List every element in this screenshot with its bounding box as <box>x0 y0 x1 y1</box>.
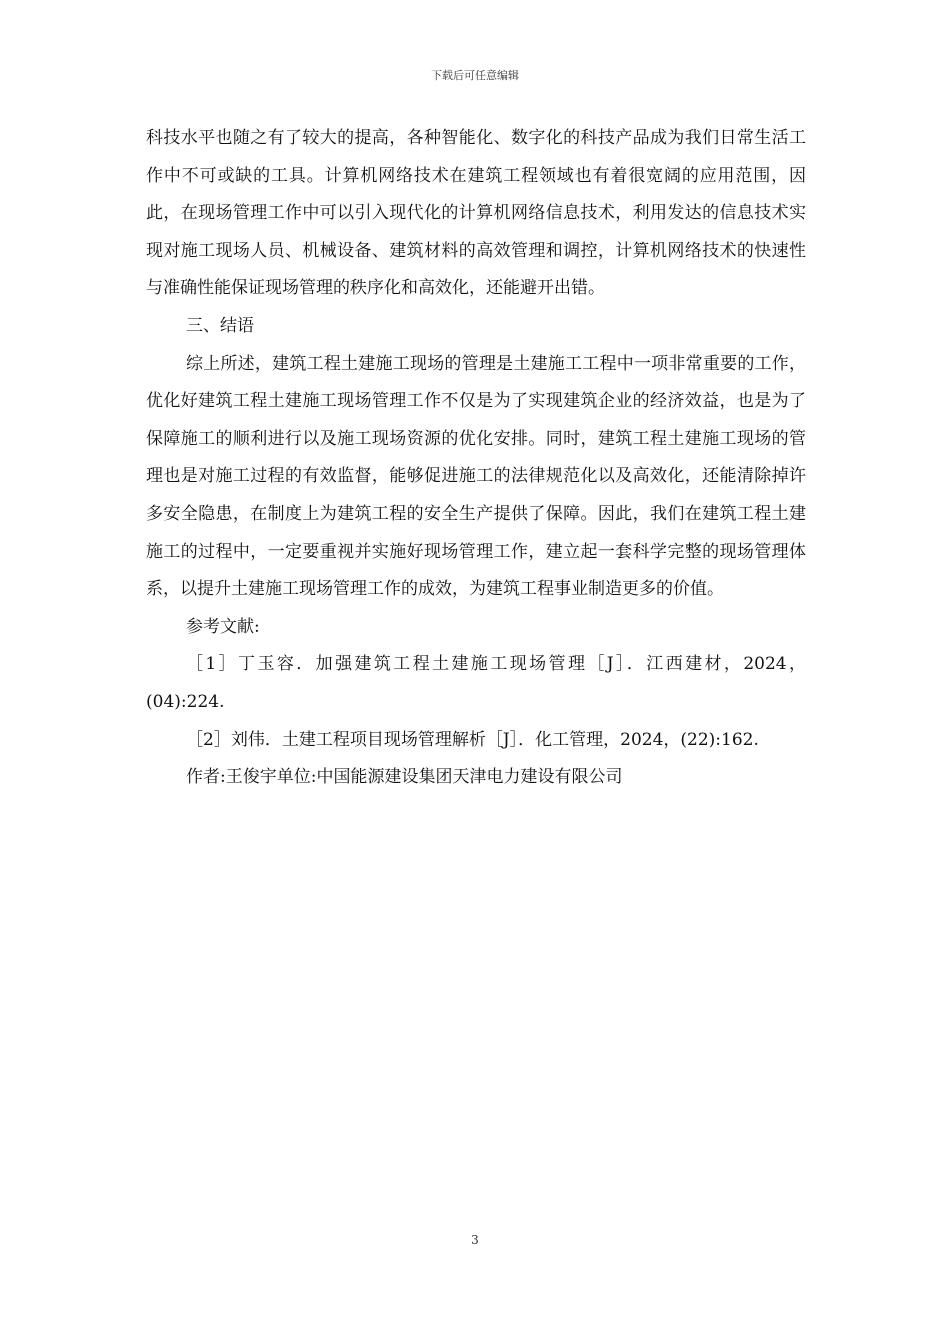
section-heading: 三、结语 <box>186 315 254 336</box>
references-heading: 参考文献: <box>186 616 260 637</box>
body-paragraph: 科技水平也随之有了较大的提高，各种智能化、数字化的科技产品成为我们日常生活工作中不可或缺的工具。计算机网络技术在建筑工程领域也有着很宽阔的应用范围，因此，在现场管理工作中可以引入现代化的计算机网络信息技术，利用发达的信息技术实现对施工现场人员、机械设备、建筑材料的高效管理和调控，计算机网络技术的快速性与准确性能保证现场管理的秩序化和高效化，还能避开出错。 <box>146 128 806 299</box>
document-body <box>146 120 806 797</box>
reference-item: ［1］丁玉容．加强建筑工程土建施工现场管理［J］．江西建材，2024，(04):224. <box>146 654 806 712</box>
page-header: 下载后可任意编辑 <box>431 69 519 82</box>
reference-item: ［2］刘伟．土建工程项目现场管理解析［J］．化工管理，2024，(22):162. <box>186 729 759 750</box>
body-paragraph: 综上所述，建筑工程土建施工现场的管理是土建施工工程中一项非常重要的工作，优化好建筑工程土建施工现场管理工作不仅是为了实现建筑企业的经济效益，也是为了保障施工的顺利进行以及施工现场资源的优化安排。同时，建筑工程土建施工现场的管理也是对施工过程的有效监督，能够促进施工的法律规范化以及高效化，还能清除掉许多安全隐患，在制度上为建筑工程的安全生产提供了保障。因此，我们在建筑工程土建施工的过程中，一定要重视并实施好现场管理工作，建立起一套科学完整的现场管理体系，以提升土建施工现场管理工作的成效，为建筑工程事业制造更多的价值。 <box>146 353 806 600</box>
author-line: 作者:王俊宇单位:中国能源建设集团天津电力建设有限公司 <box>186 767 623 788</box>
page-number: 3 <box>471 1233 479 1247</box>
